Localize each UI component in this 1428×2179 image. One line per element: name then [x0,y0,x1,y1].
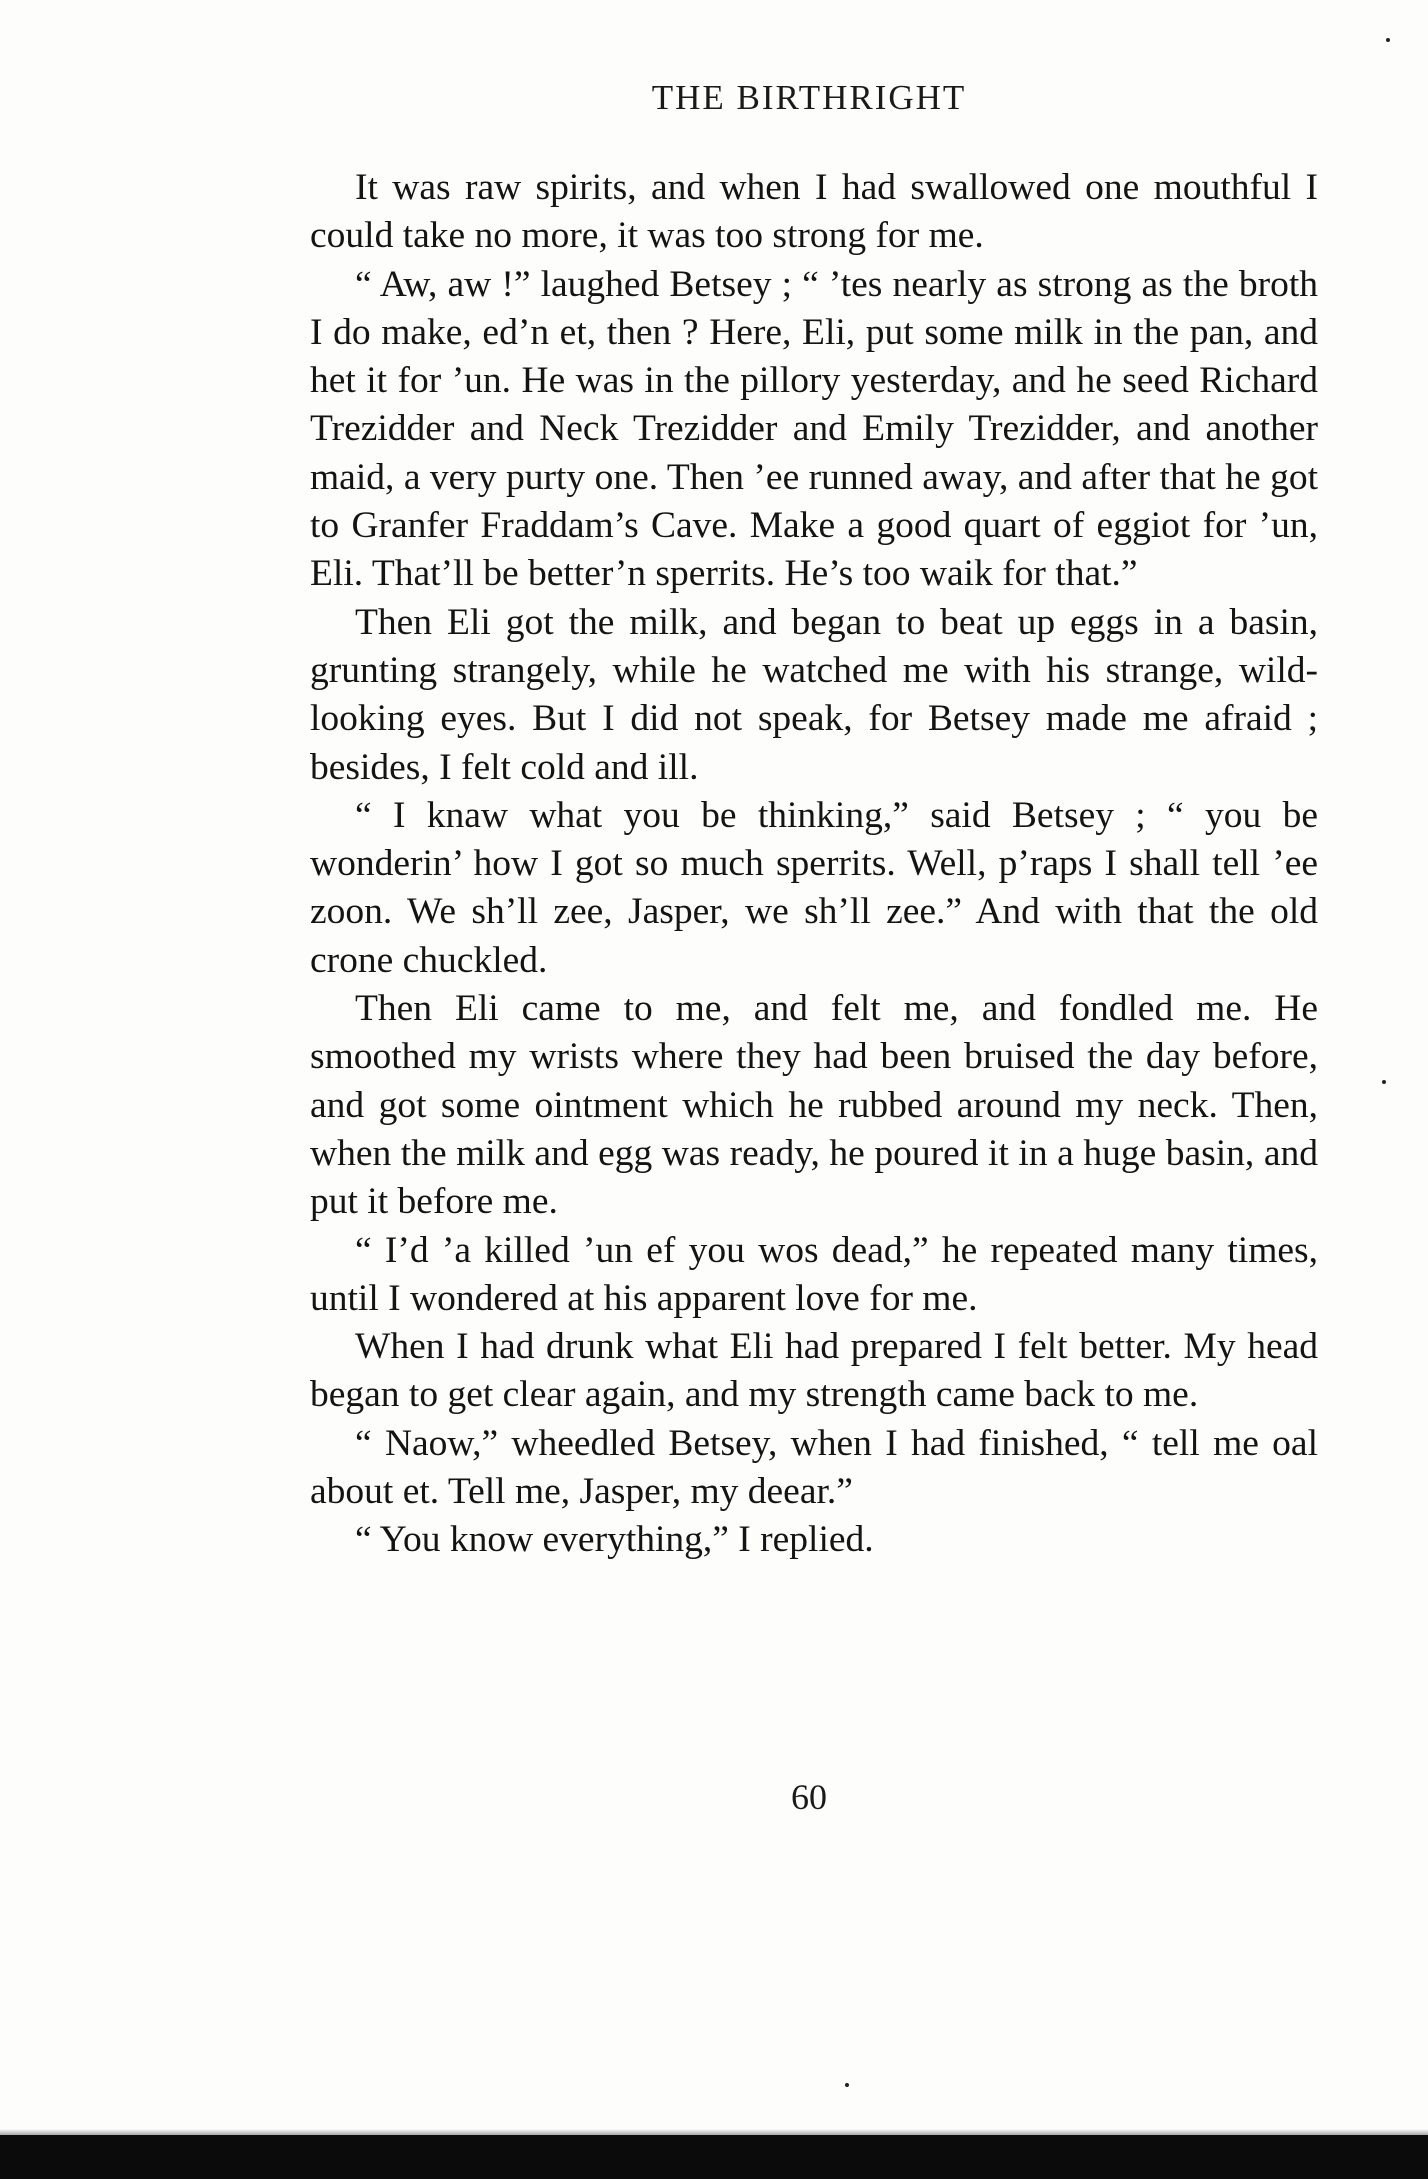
print-speck [845,2083,849,2087]
paragraph: “ You know everything,” I replied. [355,1519,874,1561]
paragraph: “ I’d ’a killed ’un ef you wos dead,” he repeated many times, until I wondered at his apparent love for me. [310,1229,1318,1319]
paragraph: “ I knaw what you be thinking,” said Betsey ; “ you be wonderin’ how I got so much sperrits. Well, p’raps I shall tell ’ee zoon. We sh’ll zee, Jasper, we sh’ll zee.” And with that the old crone chuckled. [310,794,1318,981]
paragraph: Then Eli got the milk, and began to beat up eggs in a basin, grunting strangely, while he watched me with his strange, wild-looking eyes. But I did not speak, for Betsey made me afraid ; besides, I felt cold and ill. [310,601,1318,788]
page-number: 60 [791,1777,827,1817]
scan-edge [0,2135,1428,2179]
paragraph: When I had drunk what Eli had prepared I felt better. My head began to get clear again, and my strength came back to me. [310,1326,1318,1416]
print-speck [1386,38,1390,42]
paragraph: It was raw spirits, and when I had swallowed one mouthful I could take no more, it was too strong for me. [310,167,1318,257]
print-speck [1382,1080,1386,1084]
paragraph: “ Naow,” wheedled Betsey, when I had finished, “ tell me oal about et. Tell me, Jasper, my deear.” [310,1422,1318,1513]
running-head: THE BIRTHRIGHT [651,78,967,117]
paragraph: Then Eli came to me, and felt me, and fondled me. He smoothed my wrists where they had been bruised the day before, and got some ointment which he rubbed around my neck. Then, when the milk and egg was ready, he poured it in a huge basin, and put it before me. [310,988,1318,1223]
paragraph: “ Aw, aw !” laughed Betsey ; “ ’tes nearly as strong as the broth I do make, ed’n et, then ? Here, Eli, put some milk in the pan, and het it for ’un. He was in the pillory yesterday, and he seed Richard Trezidder and Neck Trezidder and Emily Trezidder, and another maid, a very purty one. Then ’ee runned away, and after that he got to Granfer Fraddam’s Cave. Make a good quart of eggiot for ’un, Eli. That’ll be better’n sperrits. He’s too waik for that.” [310,263,1318,595]
body-text [310,164,1318,1565]
